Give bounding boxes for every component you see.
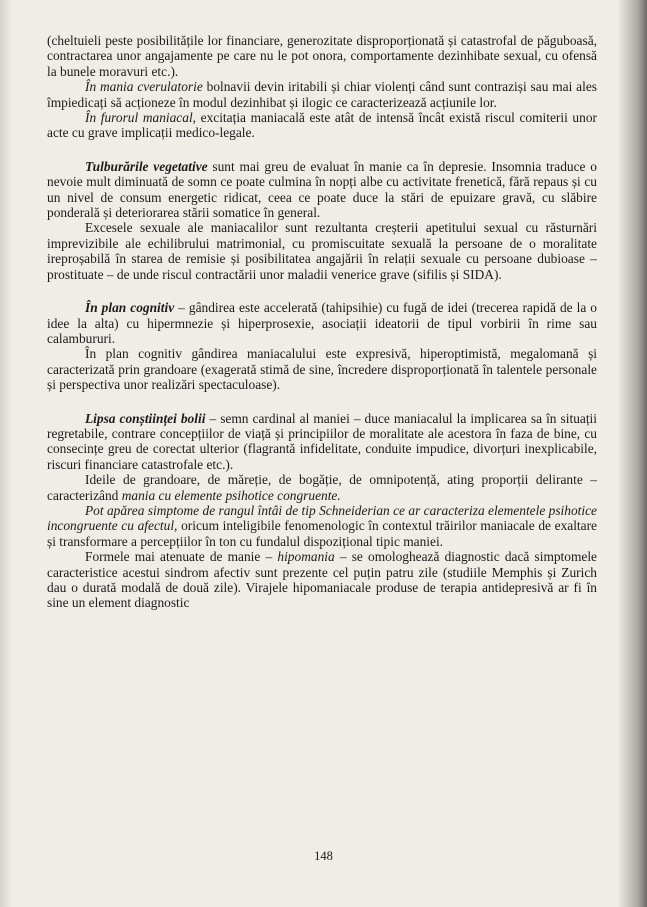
paragraph — [47, 33, 597, 79]
paragraph — [47, 503, 597, 549]
page-body-text — [47, 33, 597, 611]
italic-text: mania cu elemente psihotice congruente. — [121, 487, 341, 503]
paragraph-text: (cheltuieli peste posibilitățile lor financiare, generozitate disproporționată și catastrofal de păguboasă, contractarea unor angajamente pe care nu le pot onora, comportamente dezinhibate sexual, cu ofensă la bunele moravuri etc.). — [47, 33, 597, 79]
paragraph — [47, 346, 597, 392]
paragraph-text: În plan cognitiv gândirea maniacalului este expresivă, hiperoptimistă, megalomană și caracterizată prin grandoare (exagerată stimă de sine, încredere disproporționată în talentele personale și perspectiva unor realizări spectaculoase). — [47, 346, 597, 393]
page-right-shadow — [617, 0, 647, 907]
section-heading: În plan cognitiv — [85, 300, 175, 316]
paragraph — [47, 220, 597, 282]
paragraph-text: Ideile de grandoare, de măreție, de bogăție, de omnipotență, ating proporții delirante – caracterizând — [47, 472, 597, 503]
paragraph-text: Excesele sexuale ale maniacalilor sunt rezultanta creșterii apetitului sexual cu răsturnări imprevizibile ale echilibrului matrimonial, cu promiscuitate sexuală la persoane de o moralitate ireproșabilă în starea de remisie și posibilitatea angajării în relații sexuale cu persoane dubioase – prostituate – de unde riscul contractării unor maladii venerice grave (sifilis și SIDA). — [47, 220, 597, 282]
paragraph-text: – gândirea este accelerată (tahipsihie) cu fugă de idei (trecerea rapidă de la o idee la alta) cu hipermnezie și hiperprosexie, asociații ideatorii de tipul vorbirii în rime sau calambururi. — [47, 300, 597, 346]
page-number: 148 — [314, 849, 333, 863]
page-left-edge — [0, 0, 12, 907]
paragraph-text: excitația maniacală este atât de intensă încât există riscul comiterii unor acte cu grave implicații medico-legale. — [47, 110, 597, 141]
section-heading: Tulburările vegetative — [85, 158, 208, 174]
paragraph-text: Formele mai atenuate de manie – — [85, 549, 278, 565]
paragraph-text: oricum inteligibile fenomenologic în contextul trăirilor maniacale de exaltare și transformare a percepțiilor în ton cu fundalul dispozițional tipic maniei. — [47, 518, 598, 549]
paragraph — [47, 79, 597, 110]
paragraph-text: – semn cardinal al maniei – duce maniacalul la implicarea sa în situații regretabile, contrare concepțiilor de viață și principiilor de moralitate ale acestora în faza de bine, cu consecințe greu de corectat ulterior (flagrantă infidelitate, conduite impudice, divorțuri inexplicabile, riscuri financiare catastrofale etc.). — [47, 410, 597, 472]
paragraph — [47, 549, 597, 611]
italic-text: hipomania — [277, 549, 335, 565]
paragraph-text: sunt mai greu de evaluat în manie ca în depresie. Insomnia traduce o nevoie mult diminuată de somn ce poate culmina în nopți albe cu activitate frenetică, fără repaus și cu un nivel de consum energetic ridicat, ceea ce poate duce la stări de epuizare gravă, cu slăbire ponderală și deteriorarea stării somatice în general. — [47, 158, 597, 221]
section-heading: Lipsa conștiinței bolii — [85, 410, 206, 426]
italic-text: În furorul maniacal, — [85, 110, 197, 126]
paragraph-text: – se omologhează diagnostic dacă simptomele caracteristice acestui sindrom afectiv sunt prezente cel puțin patru zile (studiile Memphis și Zurich dau o durată modală de două zile). Virajele hipomaniacale produse de terapia antidepresivă ar fi în sine un element diagnostic — [47, 549, 597, 611]
paragraph — [47, 159, 597, 221]
paragraph-text: bolnavii devin iritabili și chiar violenți când sunt contraziși sau mai ales împiedicați să acționeze în modul dezinhibat și ilogic ce caracterizează acțiunile lor. — [47, 79, 597, 110]
paragraph — [47, 300, 597, 346]
paragraph — [47, 411, 597, 473]
paragraph — [47, 110, 597, 141]
italic-text: În mania cverulatorie — [85, 79, 203, 95]
paragraph — [47, 472, 597, 503]
italic-text: Pot apărea simptome de rangul întâi de tip Schneiderian ce ar caracteriza elementele psihotice incongruente cu afectul, — [47, 502, 597, 534]
